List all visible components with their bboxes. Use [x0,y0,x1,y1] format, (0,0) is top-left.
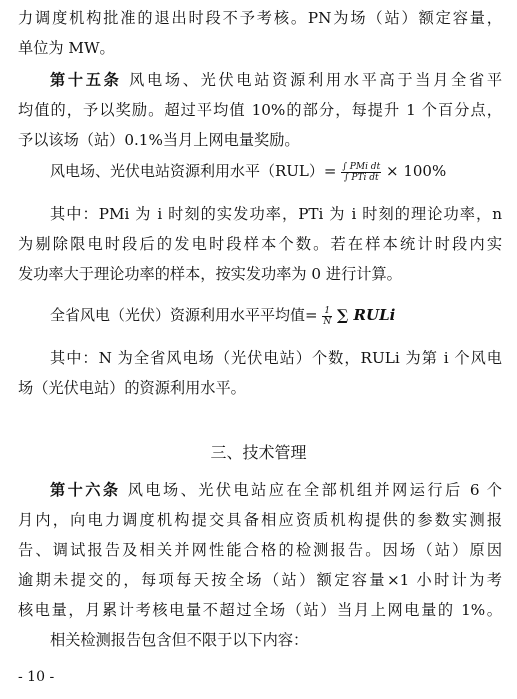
formula-average-fraction [322,306,332,327]
text-line: 为剔除限电时段后的发电时段样本个数。若在样本统计时段内实 [18,235,502,253]
article-15-line [50,70,502,90]
text-line: 予以该场（站）0.1%当月上网电量奖励。 [18,131,300,149]
formula-average-denominator: N [323,316,332,327]
article-15-text: 风电场、光伏电站资源利用水平高于当月全省平 [129,71,503,89]
formula-rul-fraction [341,162,381,183]
formula-rul-tail: × 100% [385,162,447,180]
section-heading: 三、技术管理 [210,443,307,462]
text-line: 发功率大于理论功率的样本，按实发功率为 0 进行计算。 [18,265,402,283]
formula-average-label: 全省风电（光伏）资源利用水平平均值= [50,306,318,324]
formula-rul-denominator: ∫ PTi dt [343,172,379,183]
page-number: - 10 - [18,669,55,685]
text-line: 相关检测报告包含但不限于以下内容： [50,631,309,649]
formula-rul [50,160,446,183]
text-line: 告、调试报告及相关并网性能合格的检测报告。因场（站）原因 [18,541,502,559]
text-line: 核电量，月累计考核电量不超过全场（站）当月上网电量的 1%。 [18,601,502,619]
text-line: 力调度机构批准的退出时段不予考核。PN为场（站）额定容量， [18,9,502,27]
text-line: 单位为 MW。 [18,39,115,57]
text-line: 逾期未提交的，每项每天按全场（站）额定容量×1 小时计为考 [18,571,502,589]
formula-average-sum: ∑ RULi [337,306,396,324]
formula-rul-numerator: ∫ PMi dt [342,161,381,172]
text-line: 均值的，予以奖励。超过平均值 10%的部分，每提升 1 个百分点， [18,101,502,119]
formula-rul-label: 风电场、光伏电站资源利用水平（RUL）= [50,162,337,180]
formula-average-numerator: 1 [322,306,332,317]
article-16-label: 第十六条 [50,481,121,499]
article-16-line [50,480,502,500]
article-16-text: 风电场、光伏电站应在全部机组并网运行后 6 个 [127,481,502,499]
text-line: 其中：PMi 为 i 时刻的实发功率，PTi 为 i 时刻的理论功率，n [50,205,502,223]
text-line: 月内，向电力调度机构提交具备相应资质机构提供的参数实测报 [18,511,502,529]
article-15-label: 第十五条 [50,71,122,89]
text-line: 其中：N 为全省风电场（光伏电站）个数，RULi 为第 i 个风电 [50,349,502,367]
text-line: 场（光伏电站）的资源利用水平。 [18,379,246,397]
formula-average [50,304,395,327]
